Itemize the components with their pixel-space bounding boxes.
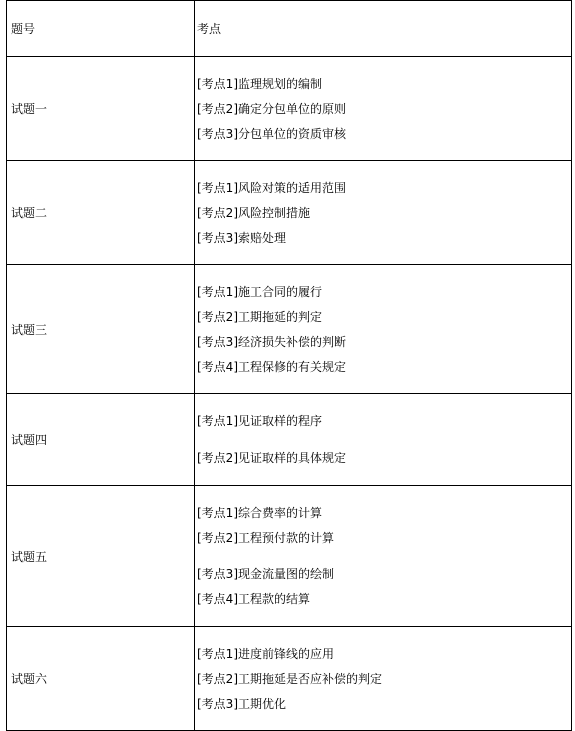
points-cell — [195, 627, 572, 731]
exam-point: [考点1]综合费率的计算 — [197, 506, 322, 520]
question-label: 试题一 — [11, 102, 48, 116]
header-points-label: 考点 — [197, 22, 222, 36]
exam-point: [考点2]工期拖延的判定 — [197, 309, 322, 324]
exam-point: [考点1]监理规划的编制 — [197, 76, 322, 91]
exam-point: [考点1]进度前锋线的应用 — [197, 646, 334, 661]
exam-point: [考点1]见证取样的程序 — [197, 414, 322, 428]
exam-point: [考点3]索赔处理 — [197, 230, 286, 245]
points-cell — [195, 265, 572, 394]
question-cell — [7, 486, 195, 627]
exam-point: [考点2]确定分包单位的原则 — [197, 101, 346, 116]
question-cell — [7, 265, 195, 394]
question-cell — [7, 627, 195, 731]
exam-point: [考点2]工期拖延是否应补偿的判定 — [197, 671, 382, 686]
question-cell — [7, 57, 195, 161]
exam-point: [考点3]分包单位的资质审核 — [197, 126, 346, 141]
header-points-cell — [195, 1, 572, 57]
header-question-label: 题号 — [11, 22, 36, 36]
points-cell — [195, 161, 572, 265]
question-label: 试题二 — [11, 206, 48, 220]
question-cell — [7, 161, 195, 265]
table-row — [7, 627, 572, 731]
table-row — [7, 57, 572, 161]
table-header-row — [7, 1, 572, 57]
exam-point: [考点2]见证取样的具体规定 — [197, 451, 346, 465]
table-row — [7, 265, 572, 394]
exam-point: [考点3]现金流量图的绘制 — [197, 567, 334, 581]
points-cell — [195, 394, 572, 486]
exam-point: [考点2]工程预付款的计算 — [197, 531, 334, 545]
exam-points-table — [6, 0, 572, 731]
header-question-cell — [7, 1, 195, 57]
question-label: 试题五 — [11, 549, 48, 564]
points-cell — [195, 486, 572, 627]
points-cell — [195, 57, 572, 161]
question-label: 试题四 — [11, 433, 48, 447]
exam-point: [考点1]施工合同的履行 — [197, 284, 322, 299]
table-row — [7, 486, 572, 627]
exam-point: [考点4]工程款的结算 — [197, 592, 310, 606]
question-label: 试题三 — [11, 322, 48, 337]
exam-point: [考点3]经济损失补偿的判断 — [197, 334, 346, 349]
table-row — [7, 394, 572, 486]
question-cell — [7, 394, 195, 486]
exam-point: [考点2]风险控制措施 — [197, 205, 310, 220]
question-label: 试题六 — [11, 672, 48, 686]
exam-point: [考点4]工程保修的有关规定 — [197, 359, 346, 374]
exam-point: [考点1]风险对策的适用范围 — [197, 180, 346, 195]
exam-point: [考点3]工期优化 — [197, 696, 286, 711]
table-row — [7, 161, 572, 265]
